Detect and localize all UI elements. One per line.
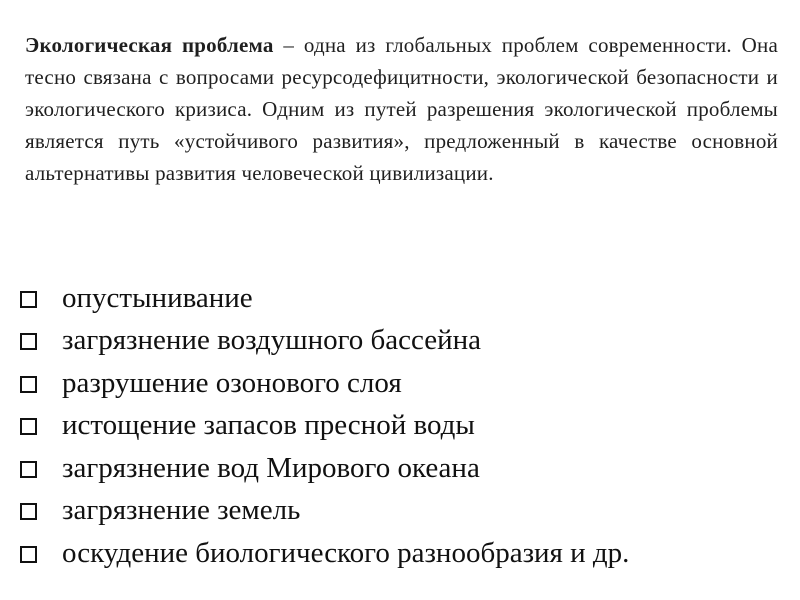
intro-paragraph xyxy=(25,29,778,189)
checkbox-bullet-icon xyxy=(20,291,37,308)
checkbox-bullet-icon xyxy=(20,503,37,520)
checkbox-bullet-icon xyxy=(20,546,37,563)
intro-text: – одна из глобальных проблем современности. Она тесно связана с вопросами ресурсодефицитности, экологической безопасности и экологического кризиса. Одним из путей разрешения экологической проблемы является путь «устойчивого развития», предложенный в качестве основной альтернативы развития человеческой цивилизации. xyxy=(25,33,778,185)
checkbox-bullet-icon xyxy=(20,461,37,478)
list-item-label: загрязнение вод Мирового океана xyxy=(62,451,480,484)
list-item-label: истощение запасов пресной воды xyxy=(62,409,475,442)
checkbox-bullet-icon xyxy=(20,418,37,435)
list-item xyxy=(14,277,794,320)
list-item-label: загрязнение земель xyxy=(62,494,301,527)
list-item xyxy=(14,447,794,490)
list-item xyxy=(14,490,794,533)
list-item xyxy=(14,532,794,575)
list-item-label: загрязнение воздушного бассейна xyxy=(62,324,482,357)
list-item xyxy=(14,362,794,405)
intro-term: Экологическая проблема xyxy=(25,33,274,57)
list-item xyxy=(14,405,794,448)
list-item xyxy=(14,320,794,363)
problem-list xyxy=(14,277,794,575)
list-item-label: разрушение озонового слоя xyxy=(62,366,402,399)
list-item-label: опустынивание xyxy=(62,281,253,314)
checkbox-bullet-icon xyxy=(20,376,37,393)
checkbox-bullet-icon xyxy=(20,333,37,350)
list-item-label: оскудение биологического разнообразия и др. xyxy=(62,536,630,569)
